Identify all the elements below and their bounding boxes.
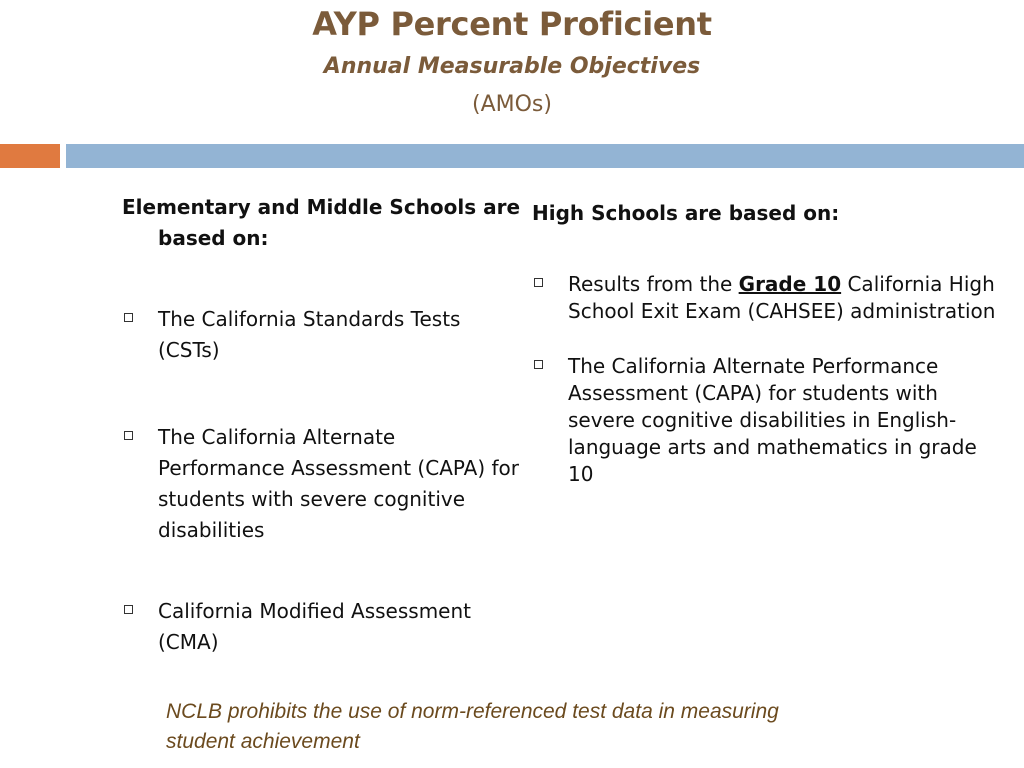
list-item [122, 596, 522, 658]
accent-bar-blue [66, 144, 1024, 168]
list-item [532, 271, 1002, 325]
square-bullet-icon [124, 431, 133, 440]
square-bullet-icon [534, 278, 543, 287]
left-column [122, 192, 522, 658]
list-item-text-suffix: California High School Exit Exam (CAHSEE) administration [568, 272, 996, 323]
square-bullet-icon [124, 605, 133, 614]
list-item-text [568, 272, 995, 323]
grade-emphasis: Grade 10 [738, 272, 842, 296]
left-column-heading: Elementary and Middle Schools are based on: [122, 195, 521, 250]
slide-title: AYP Percent Proficient [312, 5, 712, 43]
list-item-text: The California Alternate Performance Assessment (CAPA) for students with severe cognitive disabilities [158, 425, 519, 542]
list-item-text-prefix: Results from the [568, 272, 739, 296]
square-bullet-icon [124, 313, 133, 322]
list-item [122, 422, 522, 546]
right-column [532, 198, 1002, 488]
list-item [122, 304, 522, 366]
slide-subtitle: Annual Measurable Objectives [323, 54, 701, 79]
list-item-text: California Modified Assessment (CMA) [158, 599, 471, 654]
footnote: NCLB prohibits the use of norm-referenced test data in measuring student achievement [166, 700, 779, 753]
square-bullet-icon [534, 360, 543, 369]
list-item-text: The California Alternate Performance Assessment (CAPA) for students with severe cognitive disabilities in English-language arts and mathematics in grade 10 [568, 354, 977, 486]
right-column-heading: High Schools are based on: [532, 201, 840, 225]
slide-subtitle-acronym: (AMOs) [472, 92, 552, 117]
list-item [532, 353, 1002, 488]
list-item-text: The California Standards Tests (CSTs) [158, 307, 461, 362]
accent-bar-orange [0, 144, 60, 168]
